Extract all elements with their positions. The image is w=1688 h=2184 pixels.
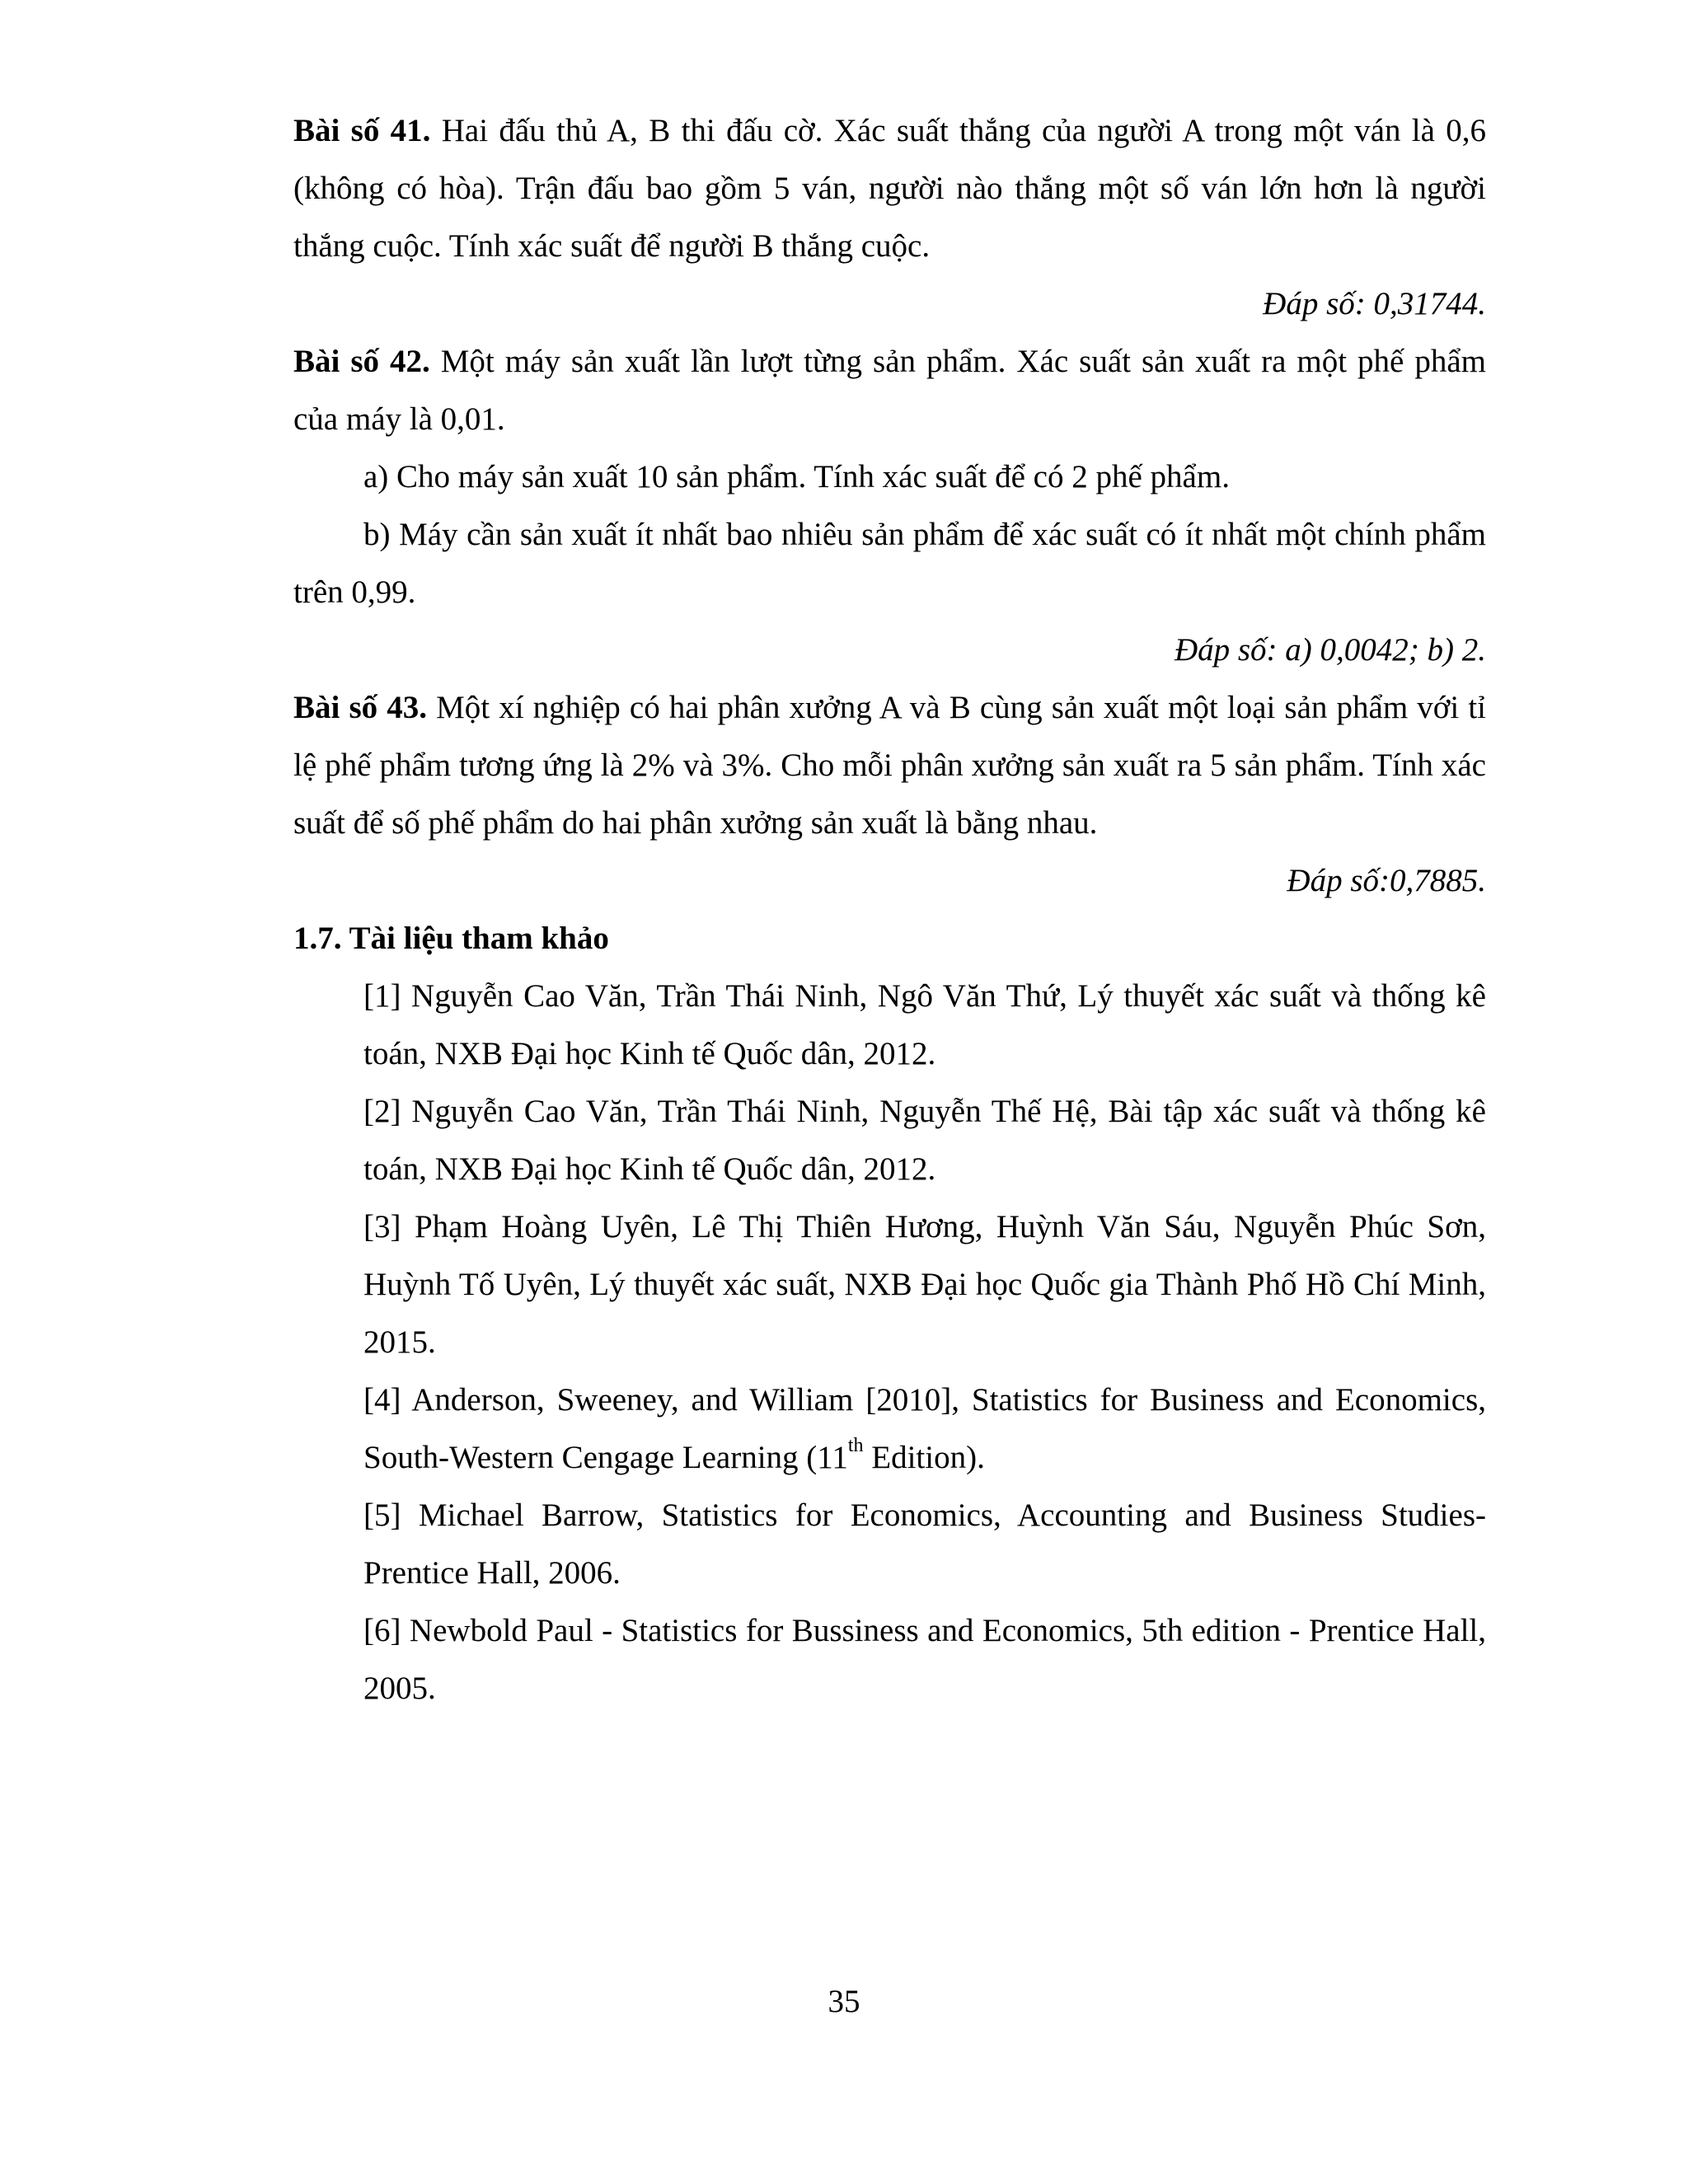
references-title: 1.7. Tài liệu tham khảo [293, 921, 609, 956]
problem-42-part-b: b) Máy cần sản xuất ít nhất bao nhiêu sản phẩm để xác suất có ít nhất một chính phẩm trên 0,99. [293, 517, 1486, 610]
reference-item: [3] Phạm Hoàng Uyên, Lê Thị Thiên Hương, Huỳnh Văn Sáu, Nguyễn Phúc Sơn, Huỳnh Tố Uyên, Lý thuyết xác suất, NXB Đại học Quốc gia Thành Phố Hồ Chí Minh, 2015. [363, 1209, 1486, 1360]
problem-41-label: Bài số 41. [293, 113, 431, 148]
reference-item: [1] Nguyễn Cao Văn, Trần Thái Ninh, Ngô Văn Thứ, Lý thuyết xác suất và thống kê toán, NXB Đại học Kinh tế Quốc dân, 2012. [363, 978, 1486, 1071]
problem-42-answer: Đáp số: a) 0,0042; b) 2. [1174, 632, 1486, 668]
problem-42-text: Một máy sản xuất lần lượt từng sản phẩm. Xác suất sản xuất ra một phế phẩm của máy là 0,01. [293, 344, 1487, 437]
reference-item-4 [293, 1371, 1486, 1487]
problem-41-answer: Đáp số: 0,31744. [1263, 286, 1486, 321]
document-page [293, 102, 1486, 1718]
problem-41 [293, 102, 1486, 275]
reference-item: [6] Newbold Paul - Statistics for Bussiness and Economics, 5th edition - Prentice Hall, 2005. [363, 1613, 1486, 1706]
problem-43-text: Một xí nghiệp có hai phân xưởng A và B cùng sản xuất một loại sản phẩm với tỉ lệ phế phẩm tương ứng là 2% và 3%. Cho mỗi phân xưởng sản xuất ra 5 sản phẩm. Tính xác suất để số phế phẩm do hai phân xưởng sản xuất là bằng nhau. [293, 690, 1486, 841]
reference-4-end: Edition). [863, 1440, 985, 1475]
problem-42 [293, 333, 1486, 448]
problem-42-label: Bài số 42. [293, 344, 430, 379]
problem-43-answer: Đáp số:0,7885. [1287, 863, 1486, 898]
reference-item: [2] Nguyễn Cao Văn, Trần Thái Ninh, Nguyễn Thế Hệ, Bài tập xác suất và thống kê toán, NXB Đại học Kinh tế Quốc dân, 2012. [363, 1094, 1486, 1187]
page-number: 35 [828, 1984, 860, 2019]
problem-43-label: Bài số 43. [293, 690, 427, 725]
problem-43 [293, 679, 1486, 852]
reference-4-superscript: th [847, 1435, 864, 1456]
reference-4-main: [4] Anderson, Sweeney, and William [2010], Statistics for Business and Economics, South-Western Cengage Learning (11 [363, 1382, 1486, 1475]
problem-42-part-a: a) Cho máy sản xuất 10 sản phẩm. Tính xác suất để có 2 phế phẩm. [363, 459, 1230, 494]
problem-41-text: Hai đấu thủ A, B thi đấu cờ. Xác suất thắng của người A trong một ván là 0,6 (không có hòa). Trận đấu bao gồm 5 ván, người nào thắng một số ván lớn hơn là người thắng cuộc. Tính xác suất để người B thắng cuộc. [293, 113, 1486, 264]
reference-item: [5] Michael Barrow, Statistics for Economics, Accounting and Business Studies-Prentice Hall, 2006. [363, 1497, 1486, 1591]
